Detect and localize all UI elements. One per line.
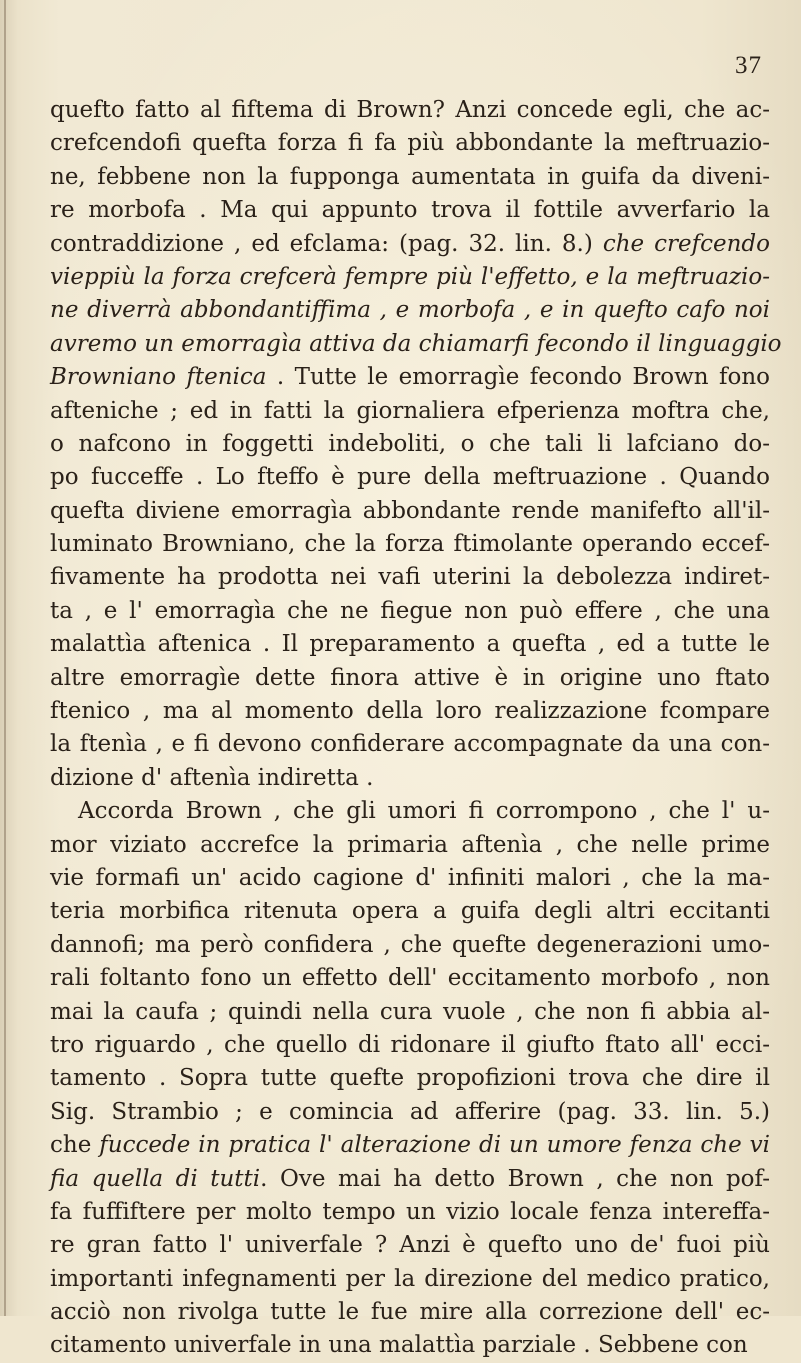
text-run: . Ove mai ha detto Brown , che non pof- bbox=[260, 1165, 770, 1192]
text-line bbox=[50, 561, 770, 594]
italic-run: ne diverrà abbondantiffima , e morbofa , e in quefto cafo noi bbox=[50, 297, 770, 324]
italic-run: Browniano ftenica bbox=[50, 364, 267, 391]
text-line bbox=[50, 428, 770, 461]
text-line bbox=[50, 728, 770, 761]
text-run: re morbofa . Ma qui appunto trova il fottile avverfario la bbox=[50, 197, 770, 224]
text-run: fa fuffiftere per molto tempo un vizio locale fenza intereffa- bbox=[50, 1198, 770, 1225]
text-run: po fucceffe . Lo fteffo è pure della meftruazione . Quando bbox=[50, 464, 770, 491]
text-run: vie formafi un' acido cagione d' infiniti malori , che la ma- bbox=[50, 864, 770, 891]
text-run: contraddizione , ed efclama: (pag. 32. lin. 8.) bbox=[50, 230, 603, 257]
text-line bbox=[50, 628, 770, 661]
text-line bbox=[50, 762, 770, 795]
text-line bbox=[50, 94, 770, 127]
text-run: teria morbifica ritenuta opera a guifa degli altri eccitanti bbox=[50, 898, 770, 925]
text-line bbox=[50, 662, 770, 695]
italic-run: avremo un emorragìa attiva da chiamarfi fecondo il linguaggio bbox=[50, 330, 782, 357]
text-line bbox=[50, 1129, 770, 1162]
text-line bbox=[50, 595, 770, 628]
text-line bbox=[50, 996, 770, 1029]
text-line bbox=[50, 862, 770, 895]
text-line bbox=[50, 895, 770, 928]
text-line bbox=[50, 829, 770, 862]
text-line bbox=[50, 1096, 770, 1129]
text-run: Sig. Strambio ; e comincia ad afferire (pag. 33. lin. 5.) bbox=[50, 1098, 770, 1125]
text-line bbox=[50, 962, 770, 995]
text-line bbox=[50, 695, 770, 728]
text-line bbox=[50, 1029, 770, 1062]
text-line bbox=[50, 1229, 770, 1262]
text-line bbox=[50, 1163, 770, 1196]
text-run: quefto fatto al fiftema di Brown? Anzi concede egli, che ac- bbox=[50, 97, 770, 123]
text-run: altre emorragìe dette finora attive è in origine uno ftato bbox=[50, 664, 770, 691]
text-run: importanti infegnamenti per la direzione del medico pratico, bbox=[50, 1265, 770, 1292]
text-run: ta , e l' emorragìa che ne fiegue non può effere , che una bbox=[50, 597, 770, 624]
text-run: mai la caufa ; quindi nella cura vuole , che non fi abbia al- bbox=[50, 998, 770, 1025]
text-run: quefta diviene emorragìa abbondante rende manifefto all'il- bbox=[50, 497, 770, 524]
text-run: la ftenìa , e fi devono confiderare accompagnate da una con- bbox=[50, 731, 770, 758]
text-run: o nafcono in foggetti indeboliti, o che tali li lafciano do- bbox=[50, 430, 770, 457]
text-run: re gran fatto l' univerfale ? Anzi è quefto uno de' fuoi più bbox=[50, 1232, 770, 1259]
page-number: 37 bbox=[735, 52, 762, 79]
text-run: ftenico , ma al momento della loro realizzazione fcompare bbox=[50, 698, 770, 725]
text-run: acciò non rivolga tutte le fue mire alla correzione dell' ec- bbox=[50, 1299, 770, 1326]
text-run: ne, febbene non la fupponga aumentata in guifa da diveni- bbox=[50, 163, 770, 190]
text-line bbox=[50, 1263, 770, 1296]
text-line bbox=[50, 294, 770, 327]
text-run: malattìa aftenica . Il preparamento a quefta , ed a tutte le bbox=[50, 631, 770, 658]
text-line bbox=[50, 361, 770, 394]
text-run: crefcendofi quefta forza fi fa più abbondante la meftruazio- bbox=[50, 130, 770, 157]
text-line bbox=[50, 528, 770, 561]
italic-run: fia quella di tutti bbox=[50, 1165, 261, 1192]
binding-edge bbox=[4, 0, 6, 1316]
text-line bbox=[50, 1296, 770, 1329]
text-line bbox=[50, 1196, 770, 1229]
text-line bbox=[50, 929, 770, 962]
text-run: luminato Browniano, che la forza ftimolante operando eccef- bbox=[50, 531, 770, 558]
text-run: dannofi; ma però confidera , che quefte degenerazioni umo- bbox=[50, 931, 770, 958]
text-line bbox=[50, 328, 782, 361]
text-run: citamento univerfale in una malattìa parziale . Sebbene con bbox=[50, 1332, 748, 1359]
text-run: afteniche ; ed in fatti la giornaliera efperienza moftra che, bbox=[50, 397, 770, 424]
text-line bbox=[50, 228, 770, 261]
text-run: fivamente ha prodotta nei vafi uterini la debolezza indiret- bbox=[50, 564, 770, 591]
text-line bbox=[50, 395, 770, 428]
text-line bbox=[50, 1329, 770, 1362]
body-text bbox=[50, 94, 782, 1363]
text-line bbox=[50, 1062, 770, 1095]
text-run: tamento . Sopra tutte quefte propofizioni trova che dire il bbox=[50, 1065, 770, 1092]
text-run: . Tutte le emorragìe fecondo Brown fono bbox=[266, 364, 770, 391]
text-line bbox=[50, 161, 770, 194]
text-line bbox=[50, 261, 770, 294]
text-run: mor viziato accrefce la primaria aftenìa , che nelle prime bbox=[50, 831, 770, 858]
text-line bbox=[50, 795, 770, 828]
text-run: tro riguardo , che quello di ridonare il giufto ftato all' ecci- bbox=[50, 1031, 770, 1058]
italic-run: che crefcendo bbox=[602, 230, 770, 257]
text-run: dizione d' aftenìa indiretta . bbox=[50, 764, 374, 791]
text-line bbox=[50, 461, 770, 494]
text-line bbox=[50, 127, 770, 160]
text-run: rali foltanto fono un effetto dell' eccitamento morbofo , non bbox=[50, 965, 770, 992]
text-line bbox=[50, 495, 770, 528]
text-run: Accorda Brown , che gli umori fi corrompono , che l' u- bbox=[78, 798, 770, 825]
italic-run: vieppiù la forza crefcerà fempre più l'effetto, e la meftruazio- bbox=[50, 263, 770, 290]
italic-run: fuccede in pratica l' alterazione di un umore fenza che vi bbox=[99, 1132, 770, 1159]
text-line bbox=[50, 194, 770, 227]
text-run: che bbox=[50, 1132, 100, 1159]
